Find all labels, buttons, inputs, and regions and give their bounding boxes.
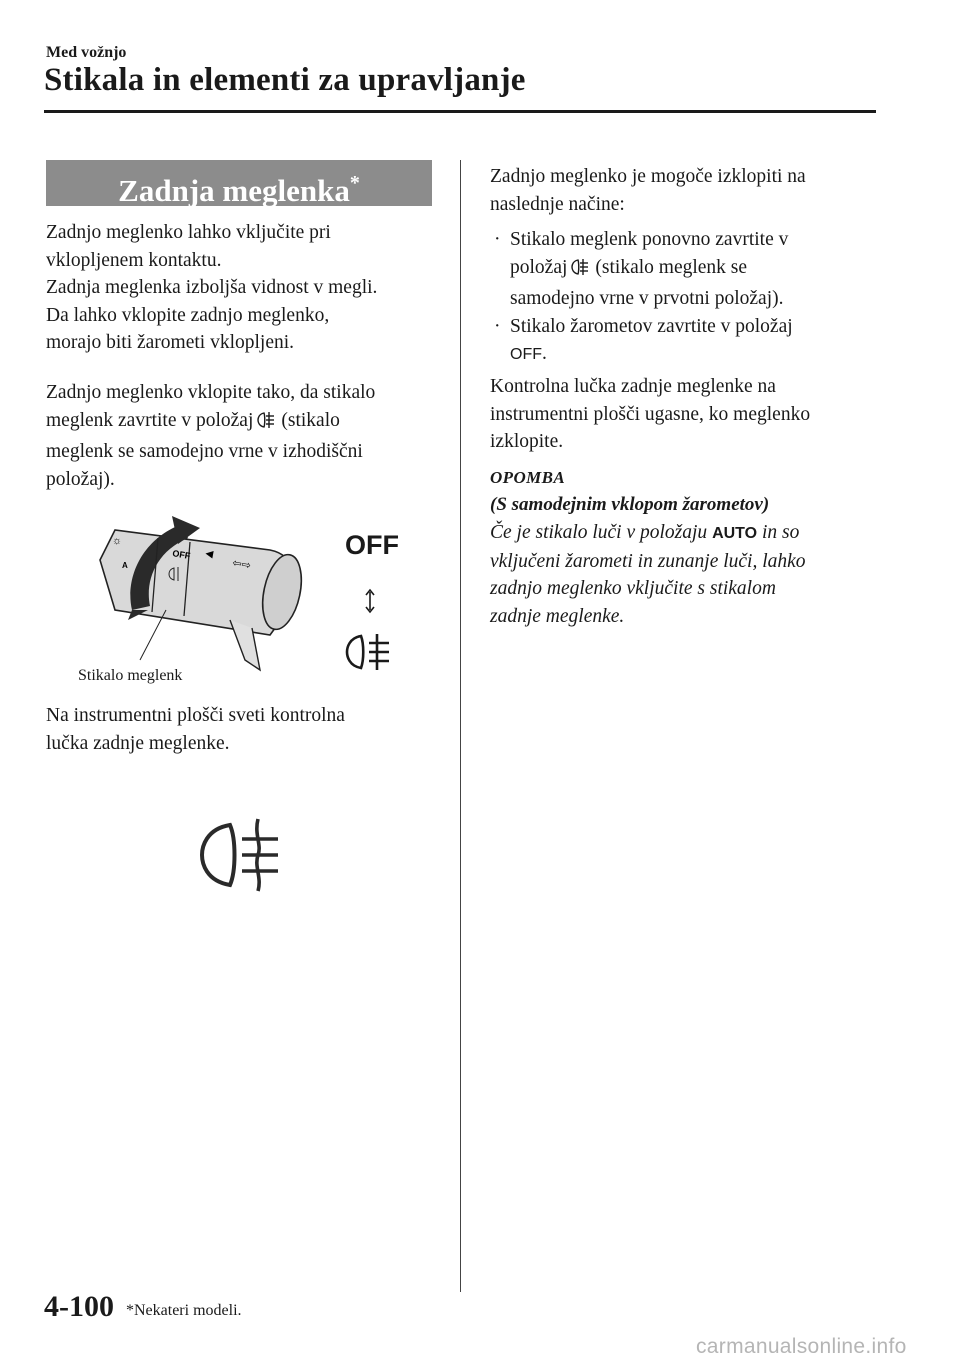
section-label: Med vožnjo [46, 44, 127, 61]
text-segment: Če je stikalo luči v položaju [490, 522, 708, 543]
rear-fog-lamp-icon [343, 630, 403, 674]
text-line: samodejno vrne v prvotni položaj). [510, 288, 784, 309]
off-position-symbol: OFF [510, 346, 542, 363]
text-line: zadnje meglenke. [490, 605, 625, 627]
text-line [46, 407, 451, 439]
svg-text:⇦⇨: ⇦⇨ [231, 557, 252, 573]
text-line: morajo biti žarometi vklopljeni. [46, 332, 295, 353]
figure-caption: Stikalo meglenk [78, 667, 183, 684]
bullet-marker: · [494, 229, 501, 250]
text-line: Na instrumentni plošči sveti kontrolna [46, 705, 345, 726]
section-title: Zadnja meglenka [118, 173, 350, 208]
list-item [490, 313, 870, 369]
section-title-banner [46, 160, 432, 206]
header-rule [44, 110, 876, 113]
text-line: Kontrolna lučka zadnje meglenke na [490, 376, 776, 397]
rear-fog-lamp-indicator-icon [198, 815, 288, 895]
svg-text:☼: ☼ [112, 535, 123, 547]
indicator-off-paragraph [490, 373, 870, 456]
svg-text:A: A [122, 561, 128, 570]
text-line: Stikalo žarometov zavrtite v položaj [510, 315, 793, 337]
up-down-arrow-icon [363, 588, 377, 614]
switch-off-intro [490, 163, 870, 218]
text-line: naslednje načine: [490, 193, 625, 215]
text-line: vključeni žarometi in zunanje luči, lahko [490, 550, 806, 572]
off-position-label: OFF [345, 530, 399, 560]
svg-text:◀: ◀ [204, 548, 214, 561]
text-segment: (stikalo meglenk se [595, 256, 748, 278]
text-line: meglenk se samodejno vrne v izhodiščni [46, 441, 363, 462]
text-line: instrumentni plošči ugasne, ko meglenko [490, 403, 811, 425]
page-number: 4-100 [44, 1290, 114, 1323]
column-divider [460, 160, 461, 1292]
bullet-marker: · [494, 315, 501, 337]
text-line: Zadnjo meglenko lahko vključite pri [46, 222, 331, 243]
text-line: lučka zadnje meglenke. [46, 732, 230, 754]
text-segment: . [542, 343, 547, 364]
text-line: Da lahko vklopite zadnjo meglenko, [46, 304, 330, 326]
svg-text:OFF: OFF [171, 548, 192, 562]
text-segment: meglenk zavrtite v položaj [46, 409, 254, 431]
footnote: *Nekateri modeli. [126, 1302, 242, 1319]
text-line: izklopite. [490, 431, 564, 452]
text-line: Zadnjo meglenko vklopite tako, da stikalo [46, 382, 376, 403]
text-line [510, 340, 870, 369]
text-line [490, 519, 870, 548]
section-title-asterisk: * [349, 172, 360, 194]
text-segment: položaj [510, 256, 568, 278]
switch-off-methods-list [490, 226, 870, 369]
note-heading: OPOMBA [490, 468, 566, 487]
note-subheading: (S samodejnim vklopom žarometov) [490, 494, 770, 515]
chapter-title: Stikala in elementi za upravljanje [44, 62, 526, 98]
rear-fog-lamp-icon [256, 410, 278, 439]
list-item [490, 226, 870, 313]
note-body [490, 519, 870, 630]
indicator-on-paragraph [46, 702, 451, 757]
text-segment: (stikalo [281, 409, 340, 431]
auto-position-symbol: AUTO [712, 525, 758, 542]
watermark: carmanualsonline.info [696, 1335, 907, 1358]
text-line: Zadnja meglenka izboljša vidnost v megli. [46, 277, 378, 298]
text-line: Stikalo meglenk ponovno zavrtite v [510, 229, 789, 250]
text-line: Zadnjo meglenko je mogoče izklopiti na [490, 166, 806, 187]
text-segment: in so [761, 522, 800, 543]
intro-paragraph [46, 219, 451, 357]
text-line: položaj). [46, 468, 115, 490]
text-line [510, 254, 870, 286]
text-line: vklopljenem kontaktu. [46, 249, 222, 271]
text-line: zadnjo meglenko vključite s stikalom [490, 578, 776, 599]
switch-on-paragraph [46, 379, 451, 493]
rear-fog-lamp-icon [570, 257, 592, 286]
